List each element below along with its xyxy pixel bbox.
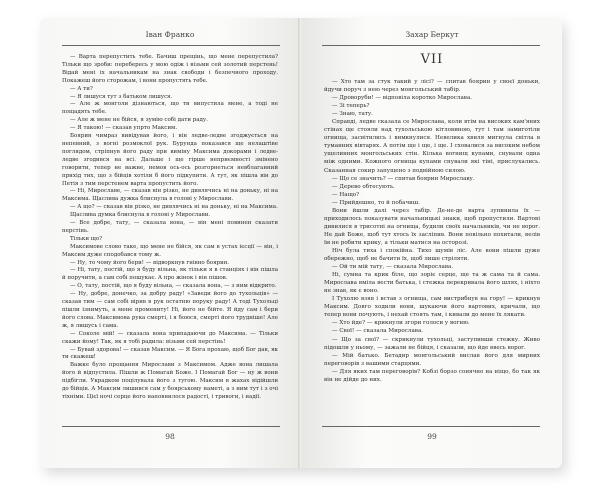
paragraph: Справді, ледве сказала се Мирослава, коли втім на високих кам'яних стінах ще стояли над тухольською кітловиною, тут і там замиготіли огнища, засвітились і вимкнулися. Невелика хвиля мигнула світла в туманних вівтарях. А потім ще і ще, і ще. І сховалися за високим небом ущелинних монгольських стін. Кілька вогнищ купами, снували одна між одними. Кожного огнища купами снували які тіні, прислухались. Сказанная сокир запущено з подвійною силою. bbox=[324, 119, 540, 174]
paragraph: — Для яких там переговорів? Кобзі борзо сонячно на ніщо, бо так як він не дійде до них. bbox=[324, 368, 540, 383]
right-page-number: 99 bbox=[427, 432, 437, 441]
paragraph: — Нащо? bbox=[332, 191, 360, 198]
paragraph: — Ні, Мирославе, — сказав він різко, не дивлячись ні на доньку, ні на Максима. Щаслива дужка блиснула в голові у Мирослави. bbox=[62, 188, 278, 203]
paragraph: — Ну, добре, донечко, за добру раду! «Заведи його до тухольців» — сказав тим — сам собі вірив в рук остатню поруку раду! А тоді Тухольці пішли ізнимуть, а мене промениту! Ні, його не бійте. Я йду сам і бери його слова. Максимова рука смерті, і я боюся, смерті його трудніше! Але ж, я лишусь і сама. bbox=[62, 291, 278, 329]
paragraph: — Знаю, тату. bbox=[332, 111, 373, 118]
paragraph: Вони йшли далі через табір. Де-не-де варта зупинила їх — приходилось показувати начальницькі знаки, щоб пропустили. Вартові дивилися в трисотні на огнища, будили своїх начальників, чи не ворог. Не дай Боже, щоб тут хтось їх засліпив. Вони повільно похитали, велів їм не робити крику, а тільки матися на осторозі. bbox=[324, 207, 540, 246]
paragraph: — Що за свої? — скрикнули тухольці, заступивши стежку. Живо підошли у ньому, — зажали не бійця, і сказали, що йде ввесь ворог. bbox=[324, 336, 540, 351]
paragraph: Боярин чимраз вивідував його, і він ледве-ледве згоджується на непевний, з вогні розмоклої рук. Бурунда показався ще нелаштіве поглядом, стріпнув його раду при виміну Максима докорами і ледве-ледве згодився на всі. Дальше і ще гірше неприємності змінено говорити, тепер не важне, немов ось-ось розгорнеться невблаганний прихід тих, що з бійців хотіли б його підкупити. А тут, як пішла він до Петія з тим перстенем варта пропустить його. bbox=[62, 133, 278, 187]
paragraph: — Хто йде? — крикнули згори голоси у вогню. bbox=[332, 320, 470, 327]
paragraph: І Тухолю взяв і встав з огнища, сам вистрибнув на гору! — крикнув Максим. Довго ходили вони, шукаючи його вартових, кричали, що тепер вони почують, і нехай стоять там, і кивали до мене їх лякати. bbox=[324, 296, 540, 319]
paragraph: — Соколе мій! — сказала вона припадаючи до Максима. — Тільки скажи йому! Так, як я тобі радила: візьми сей перстінь! bbox=[62, 330, 278, 345]
left-running-head: Іван Франко bbox=[145, 30, 195, 39]
paragraph: — Ні, тату, постій, що я буду вільна, як тільки я в станціях і він пішла й поручити, а сам собі пошукає. А про жінок і він пішов. bbox=[62, 267, 278, 282]
paragraph: Важке було прощання Мирослави з Максимом. Адже вона лишала його й відпустила. Пішли ж Помагай Боже. І Помагай Бог — ну ж вони підбігли. Украдком поцілувала його з тугою. Максим в жахах відійшли до бійців. А Максим лишився сам у боярському наметі, а з ним тут і з очі тіхніми. Цієї ночі серце його наповнилося радості, і тривоги, і надії. bbox=[62, 362, 278, 400]
chapter-heading: VII bbox=[420, 52, 444, 67]
paragraph: — Але ж мене не бійся, я зумію собі дати раду. bbox=[70, 117, 208, 124]
paragraph: — Дроворуби! — відповіла коротко Мирослава. bbox=[332, 95, 473, 102]
paragraph: — А ти? bbox=[70, 85, 93, 92]
paragraph: — О, тату, постій, що я буду вільна, — сказала вона, — з ним відкрито. bbox=[70, 283, 277, 290]
left-page bbox=[40, 18, 300, 468]
right-footer-rule bbox=[322, 426, 540, 427]
paragraph: — Свої! — сказала Мирослава. bbox=[332, 328, 424, 335]
paragraph: — Дерево обтесують. bbox=[332, 183, 395, 190]
paragraph: Тільки що? bbox=[70, 235, 103, 242]
left-footer-rule bbox=[62, 426, 280, 427]
paragraph: — Хто там за стук такий у лісі? — спитав боярин у своєї доньки, йдучи поруч з нею через монгольський табір. bbox=[324, 79, 540, 94]
right-running-head: Захар Беркут bbox=[405, 30, 459, 39]
paragraph: Максимове слово таке, що мене не бійся, як сам в устах ієсції — він, і Максим дуже сподобався тому ж. bbox=[62, 243, 278, 258]
paragraph: — Ой ти мій тату, — сказала Мирослава. bbox=[332, 264, 454, 271]
paragraph: — Я такою! — сказав упрто Максим. bbox=[70, 125, 178, 132]
paragraph: — Зі теперь? bbox=[332, 103, 370, 110]
paragraph: — Прийдешно, то й побачиш. bbox=[332, 199, 420, 206]
paragraph: Ніч була тиха і спокійна. Тихо шумів ліс. Але вони пішли дуже обережно, щоб не бачити їх, щоб лише стріляти. bbox=[324, 247, 540, 263]
right-header-rule bbox=[322, 45, 540, 46]
left-header-rule bbox=[62, 45, 280, 46]
paragraph: — А що? — сказав він різко, не дивлячись ні на доньку, ні на Максима. bbox=[70, 204, 278, 211]
paragraph: — Але ж монголи дізнаються, що ти випустила мене, а тоді не пощадять тебе. bbox=[62, 101, 278, 116]
paragraph: — Що се значить? — спитав боярин Мирославу. bbox=[332, 175, 475, 182]
paragraph: — Бувай здорова! — сказав Максим. — Я Бога прохаю, щоб Бог дав, як ти скажеш! bbox=[62, 346, 278, 361]
right-page-text bbox=[324, 78, 540, 384]
paragraph: — Все добре, тату, — сказала вона, — він мені повинен сказати перстінь. bbox=[62, 220, 278, 234]
paragraph: Щаслива думка блиснула в голові у Мирослави. bbox=[70, 212, 211, 219]
paragraph: — Я лишуся тут з батьком лишуся. bbox=[70, 93, 173, 100]
left-page-number: 98 bbox=[165, 432, 175, 441]
paragraph: — Варта перепустить тебе. Бачиш прещінь, що мене перепустила? Тільки що зроби: перебересь у мою одіж і візьми сей золотий перстень! Відай мені іх начальникам на знак свободи і безпечного проходу. Покажеш його сторожам, і вони пропустять тебе. bbox=[62, 54, 278, 84]
paragraph: — Мій батько. Бетадир монгольський вислав його для мирних переговорів з вашими старцями. bbox=[324, 352, 540, 367]
right-page bbox=[302, 18, 562, 468]
paragraph: — Ну, то чому його бери! — відворкнув гнівно боярин. bbox=[70, 259, 230, 266]
paragraph: Ні, сумна та крик біле, що зоріє серце, ще та ж сама та й сама. Мирослава вміла вести батька, і стежка перекривала його шлях, і ніхто не знав, як є воно. bbox=[324, 272, 540, 295]
left-page-text bbox=[62, 54, 278, 402]
open-book bbox=[40, 18, 562, 468]
